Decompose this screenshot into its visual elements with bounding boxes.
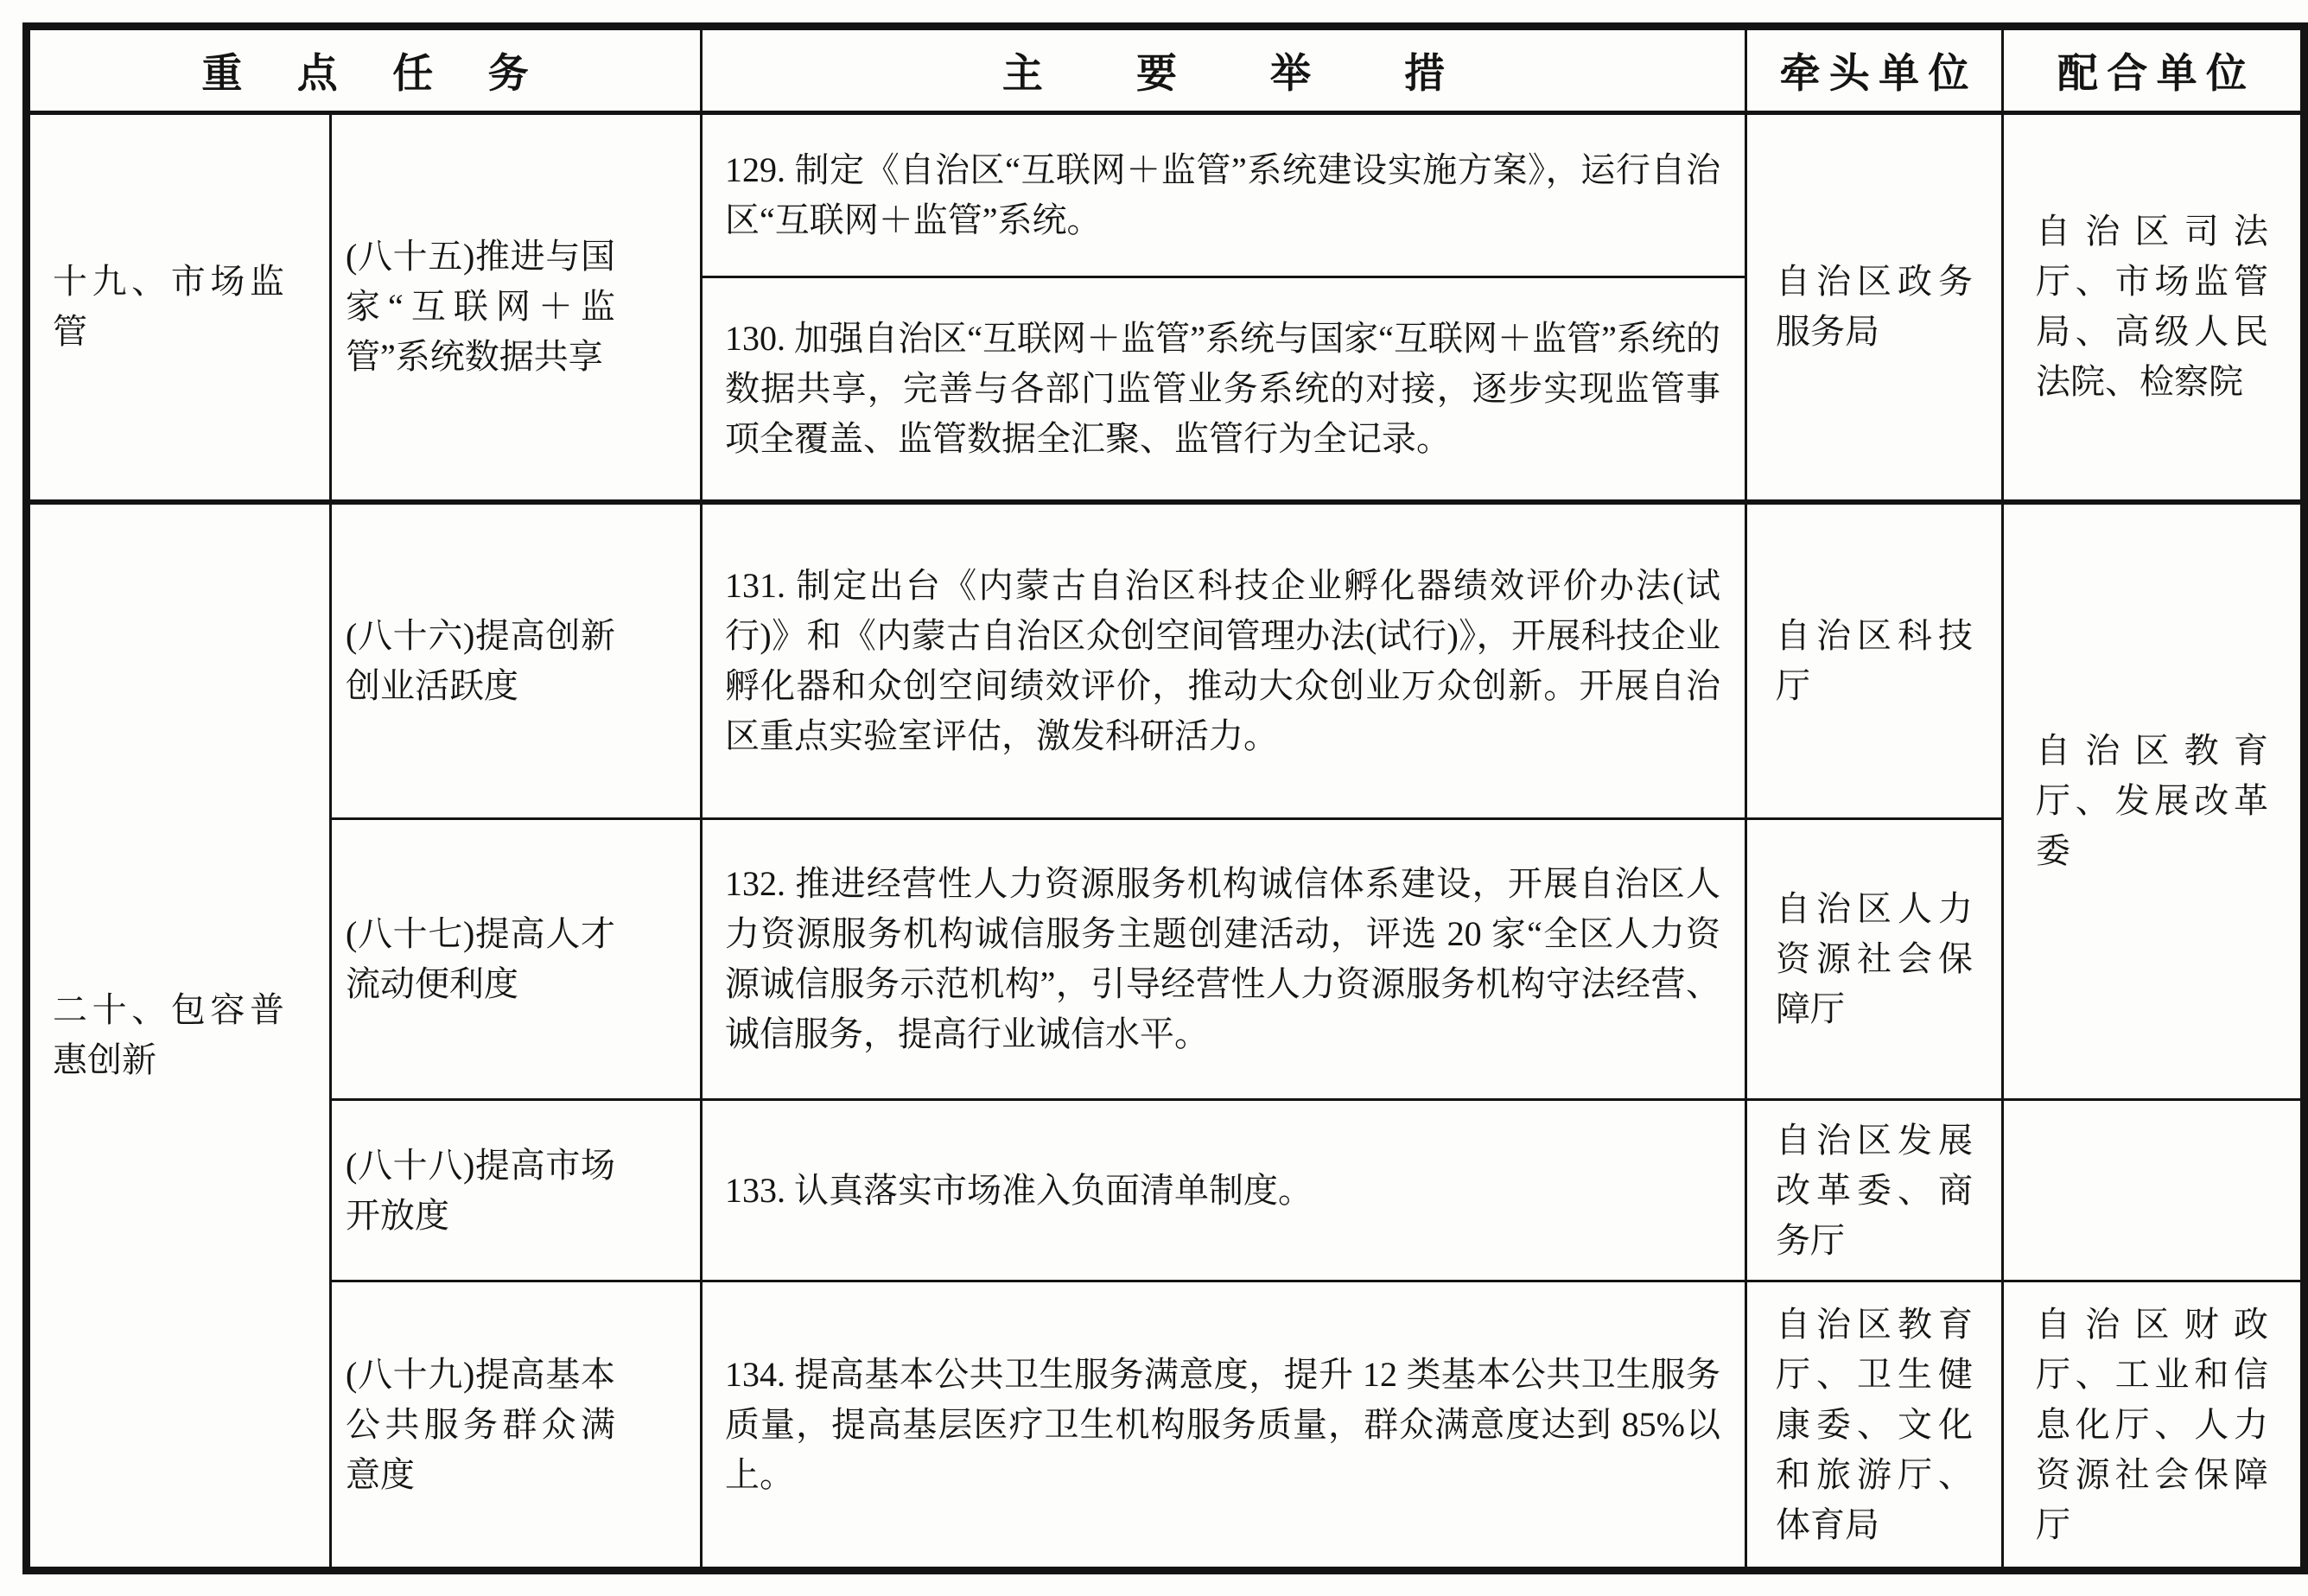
measure-cell-133: 133. 认真落实市场准入负面清单制度。 [702, 1100, 1746, 1281]
col-header-main-measures-label: 主要举措 [1001, 52, 1539, 97]
category-cell-20: 二十、包容普惠创新 [27, 502, 331, 1571]
task-cell-86: (八十六)提高创新创业活跃度 [331, 502, 702, 819]
col-header-lead-unit-label: 牵头单位 [1779, 52, 1978, 97]
table-row [27, 1100, 2305, 1281]
header-row [27, 27, 2305, 113]
measure-cell-131: 131. 制定出台《内蒙古自治区科技企业孵化器绩效评价办法(试行)》和《内蒙古自治区众创空间管理办法(试行)》，开展科技企业孵化器和众创空间绩效评价，推动大众创业万众创新。开展自治区重点实验室评估，激发科研活力。 [702, 502, 1746, 819]
table-row [27, 819, 2305, 1100]
table-row [27, 113, 2305, 277]
task-cell-88: (八十八)提高市场开放度 [331, 1100, 702, 1281]
measure-cell-134: 134. 提高基本公共卫生服务满意度，提升 12 类基本公共卫生服务质量，提高基层医疗卫生机构服务质量，群众满意度达到 85%以上。 [702, 1281, 1746, 1571]
support-unit-cell-89: 自治区财政厅、工业和信息化厅、人力资源社会保障厅 [2003, 1281, 2305, 1571]
lead-unit-cell-86: 自治区科技厅 [1746, 502, 2003, 819]
support-unit-cell-85: 自治区司法厅、市场监管局、高级人民法院、检察院 [2003, 113, 2305, 502]
table-row [27, 502, 2305, 819]
lead-unit-cell-87: 自治区人力资源社会保障厅 [1746, 819, 2003, 1100]
col-header-support-unit [2003, 27, 2305, 113]
task-cell-89: (八十九)提高基本公共服务群众满意度 [331, 1281, 702, 1571]
table-body [27, 113, 2305, 1571]
lead-unit-cell-89: 自治区教育厅、卫生健康委、文化和旅游厅、体育局 [1746, 1281, 2003, 1571]
col-header-main-measures [702, 27, 1746, 113]
col-header-lead-unit [1746, 27, 2003, 113]
col-header-key-tasks [27, 27, 702, 113]
task-cell-87: (八十七)提高人才流动便利度 [331, 819, 702, 1100]
support-unit-cell-86-87: 自治区教育厅、发展改革委 [2003, 502, 2305, 1100]
category-cell-19: 十九、市场监管 [27, 113, 331, 502]
lead-unit-cell-85: 自治区政务服务局 [1746, 113, 2003, 502]
measure-cell-132: 132. 推进经营性人力资源服务机构诚信体系建设，开展自治区人力资源服务机构诚信服务主题创建活动，评选 20 家“全区人力资源诚信服务示范机构”，引导经营性人力资源服务机构守法经营、诚信服务，提高行业诚信水平。 [702, 819, 1746, 1100]
measure-cell-129: 129. 制定《自治区“互联网＋监管”系统建设实施方案》，运行自治区“互联网＋监管”系统。 [702, 113, 1746, 277]
col-header-key-tasks-label: 重点任务 [201, 52, 584, 97]
support-unit-cell-88-empty [2003, 1100, 2305, 1281]
table-header [27, 27, 2305, 113]
col-header-support-unit-label: 配合单位 [2057, 52, 2256, 97]
task-measure-table [22, 22, 2308, 1574]
table-row [27, 1281, 2305, 1571]
measure-cell-130: 130. 加强自治区“互联网＋监管”系统与国家“互联网＋监管”系统的数据共享，完善与各部门监管业务系统的对接，逐步实现监管事项全覆盖、监管数据全汇聚、监管行为全记录。 [702, 277, 1746, 502]
task-cell-85: (八十五)推进与国家“互联网＋监管”系统数据共享 [331, 113, 702, 502]
lead-unit-cell-88: 自治区发展改革委、商务厅 [1746, 1100, 2003, 1281]
